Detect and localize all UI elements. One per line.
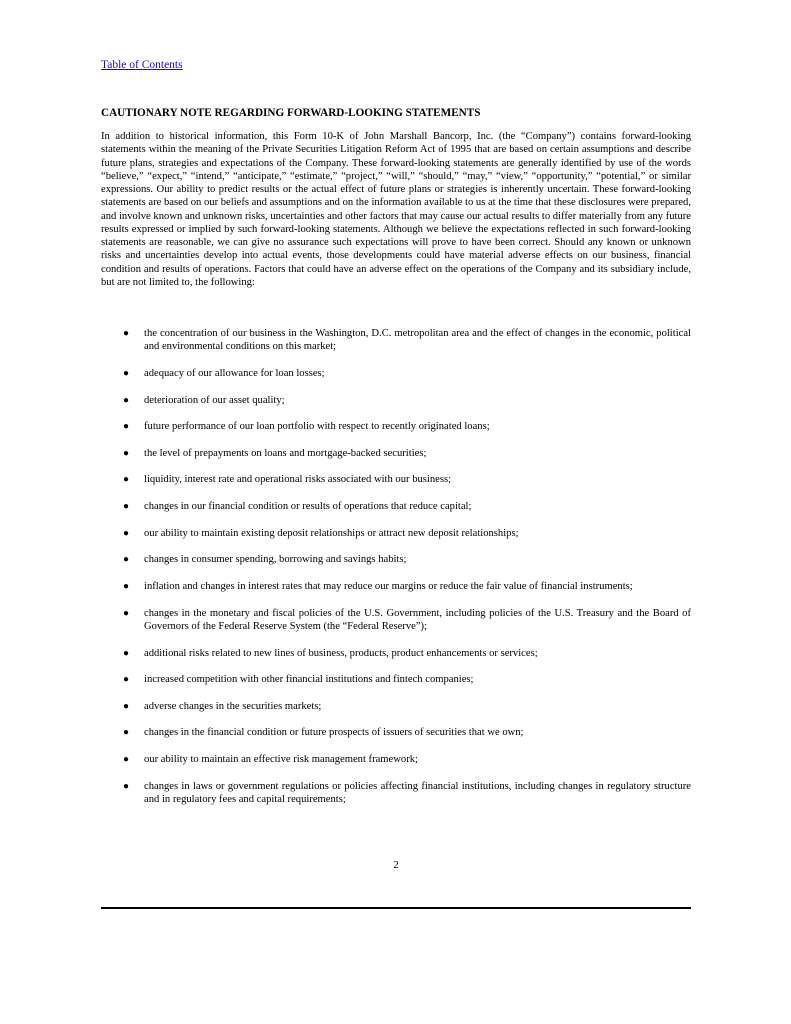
page-number: 2 xyxy=(393,859,399,871)
list-item-text: changes in consumer spending, borrowing and savings habits; xyxy=(144,554,407,566)
bullet-icon: ● xyxy=(123,367,130,379)
bullet-icon: ● xyxy=(123,421,130,433)
list-item xyxy=(101,367,691,380)
list-item-text: the level of prepayments on loans and mortgage-backed securities; xyxy=(144,447,427,459)
intro-paragraph: In addition to historical information, this Form 10-K of John Marshall Bancorp, Inc. (the “Company”) contains forward-looking statements within the meaning of the Private Securities Litigation Reform Act of 1995 that are based on certain assumptions and describe future plans, strategies and expectations of the Company. These forward-looking statements are generally identified by use of the words “believe,” “expect,” “intend,” “anticipate,” “estimate,” “project,” “will,” “should,” “may,” “view,” “opportunity,” “potential,” or similar expressions. Our ability to predict results or the actual effect of future plans or strategies is inherently uncertain. These forward-looking statements are based on our beliefs and assumptions and on the information available to us at the time that these disclosures were prepared, and involve known and unknown risks, uncertainties and other factors that may cause our actual results to differ materially from any future results expressed or implied by such forward-looking statements. Although we believe the expectations reflected in such forward-looking statements are reasonable, we can give no assurance such expectations will prove to have been correct. Should any known or unknown risks and uncertainties develop into actual events, those developments could have material adverse effects on our business, financial condition and results of operations. Factors that could have an adverse effect on the operations of the Company and its subsidiary include, but are not limited to, the following: xyxy=(101,131,691,288)
list-item-text: the concentration of our business in the Washington, D.C. metropolitan area and the effect of changes in the economic, political and environmental conditions on this market; xyxy=(144,328,691,353)
page-divider xyxy=(101,907,691,909)
list-item-text: changes in the monetary and fiscal policies of the U.S. Government, including policies of the U.S. Treasury and the Board of Governors of the Federal Reserve System (the “Federal Reserve”); xyxy=(144,607,691,632)
list-item-text: deterioration of our asset quality; xyxy=(144,394,285,406)
bullet-icon: ● xyxy=(123,581,130,593)
list-item-text: changes in the financial condition or future prospects of issuers of securities that we own; xyxy=(144,727,524,739)
list-item-text: adverse changes in the securities markets; xyxy=(144,700,322,712)
bullet-icon: ● xyxy=(123,501,130,513)
list-item xyxy=(101,607,691,634)
list-item xyxy=(101,394,691,407)
risk-factor-list xyxy=(101,327,691,820)
bullet-icon: ● xyxy=(123,607,130,619)
list-item-text: adequacy of our allowance for loan losses; xyxy=(144,367,325,379)
list-item xyxy=(101,500,691,513)
list-item-text: changes in our financial condition or results of operations that reduce capital; xyxy=(144,501,472,513)
bullet-icon: ● xyxy=(123,674,130,686)
list-item-text: future performance of our loan portfolio with respect to recently originated loans; xyxy=(144,421,490,433)
list-item-text: increased competition with other financial institutions and fintech companies; xyxy=(144,674,474,686)
bullet-icon: ● xyxy=(123,328,130,339)
bullet-icon: ● xyxy=(123,727,130,739)
list-item xyxy=(101,527,691,540)
bullet-icon: ● xyxy=(123,780,130,792)
list-item xyxy=(101,473,691,486)
bullet-icon: ● xyxy=(123,447,130,459)
list-item xyxy=(101,327,691,354)
list-item xyxy=(101,673,691,686)
list-item-text: liquidity, interest rate and operational risks associated with our business; xyxy=(144,474,452,486)
list-item-text: our ability to maintain an effective risk management framework; xyxy=(144,754,418,766)
list-item-text: additional risks related to new lines of business, products, product enhancements or services; xyxy=(144,647,538,659)
list-item xyxy=(101,553,691,566)
section-heading: CAUTIONARY NOTE REGARDING FORWARD-LOOKING STATEMENTS xyxy=(101,107,481,119)
bullet-icon: ● xyxy=(123,647,130,659)
list-item-text: inflation and changes in interest rates that may reduce our margins or reduce the fair value of financial instruments; xyxy=(144,581,633,593)
table-of-contents-link[interactable]: Table of Contents xyxy=(101,59,183,71)
list-item xyxy=(101,420,691,433)
list-item xyxy=(101,753,691,766)
list-item-text: our ability to maintain existing deposit relationships or attract new deposit relationships; xyxy=(144,527,519,539)
bullet-icon: ● xyxy=(123,527,130,539)
list-item xyxy=(101,726,691,739)
bullet-icon: ● xyxy=(123,700,130,712)
bullet-icon: ● xyxy=(123,394,130,406)
list-item xyxy=(101,580,691,593)
bullet-icon: ● xyxy=(123,554,130,566)
bullet-icon: ● xyxy=(123,474,130,486)
bullet-icon: ● xyxy=(123,754,130,766)
list-item xyxy=(101,700,691,713)
list-item xyxy=(101,647,691,660)
list-item xyxy=(101,780,691,807)
list-item-text: changes in laws or government regulations or policies affecting financial institutions, including changes in regulatory structure and in regulatory fees and capital requirements; xyxy=(144,780,691,805)
list-item xyxy=(101,447,691,460)
